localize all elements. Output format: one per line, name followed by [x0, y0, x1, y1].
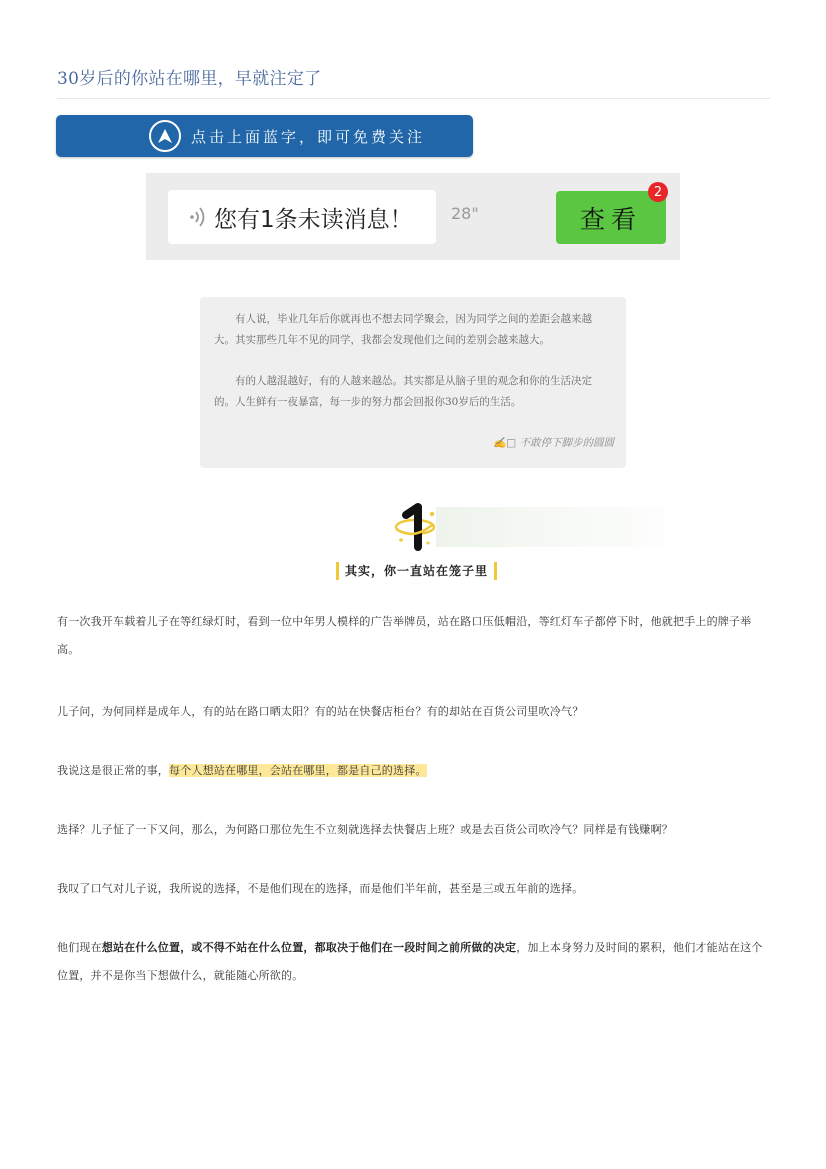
article-title: 30岁后的你站在哪里，早就注定了	[57, 69, 322, 89]
body-paragraph: 选择？儿子怔了一下又问，那么，为何路口那位先生不立刻就选择去快餐店上班？或是去百货公司吹冷气？同样是有钱赚啊？	[57, 823, 673, 836]
paragraph-text: ，加上本身努力及时间的累积，他们才能站在这个位置，并不是你当下想做什么，就能随心所欲的。	[57, 941, 763, 982]
highlighted-text: 每个人想站在哪里，会站在哪里，都是自己的选择。	[169, 764, 427, 777]
title-divider	[57, 98, 770, 99]
section-number-backdrop	[436, 507, 698, 547]
follow-banner-label: 点击上面蓝字，即可免费关注	[191, 127, 426, 146]
quote-paragraph: 有的人越混越好，有的人越来越怂。其实都是从脑子里的观念和你的生活决定的。人生鲜有一夜暴富，每一步的努力都会回报你30岁后的生活。	[214, 375, 592, 408]
view-button[interactable]: 查看	[556, 191, 666, 244]
section-heading: 其实，你一直站在笼子里	[336, 562, 497, 580]
voice-icon	[188, 205, 208, 229]
unread-badge: 2	[648, 182, 668, 202]
intro-quote-box	[200, 297, 626, 468]
paragraph-text: 我说这是很正常的事，	[57, 764, 169, 777]
bold-text: 想站在什么位置，或不得不站在什么位置，都取决于他们在一段时间之前所做的决定	[101, 941, 517, 954]
follow-banner[interactable]	[56, 115, 473, 157]
paragraph-text: 他们现在	[57, 941, 102, 954]
quote-signature: ✍□ 不敢停下脚步的圆圆	[493, 437, 614, 449]
quote-paragraph: 有人说，毕业几年后你就再也不想去同学聚会，因为同学之间的差距会越来越大。其实那些几年不见的同学，我都会发现他们之间的差别会越来越大。	[214, 313, 592, 346]
body-paragraph	[57, 757, 770, 785]
section-number-one-icon	[392, 503, 442, 551]
body-paragraph: 有一次我开车载着儿子在等红绿灯时，看到一位中年男人模样的广告举牌员，站在路口压低帽沿，等红灯车子都停下时，他就把手上的牌子举高。	[57, 615, 752, 656]
body-paragraph: 儿子问，为何同样是成年人，有的站在路口晒太阳？有的站在快餐店柜台？有的却站在百货公司里吹冷气？	[57, 705, 584, 718]
unread-message-text: 您有1条未读消息！	[214, 206, 413, 233]
body-paragraph: 我叹了口气对儿子说，我所说的选择，不是他们现在的选择，而是他们半年前，甚至是三或五年前的选择。	[57, 882, 584, 895]
body-paragraph	[57, 934, 770, 990]
navigation-arrow-icon	[149, 120, 181, 152]
unread-message-card	[146, 173, 680, 260]
voice-duration: 28"	[451, 204, 479, 223]
message-bubble[interactable]	[168, 190, 436, 244]
